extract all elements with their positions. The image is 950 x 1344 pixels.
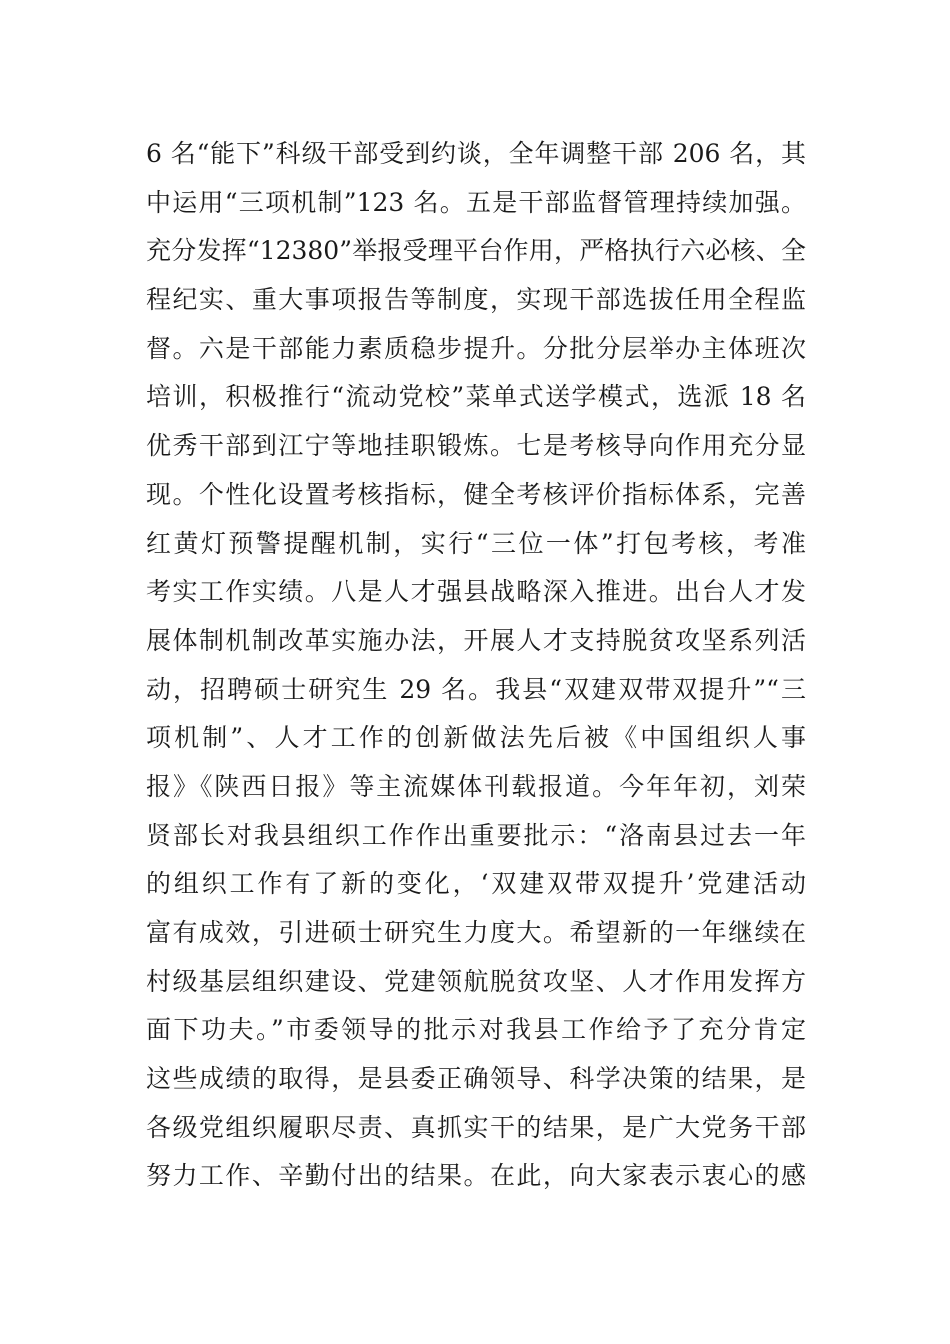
text-line: 6 名“能下”科级干部受到约谈，全年调整干部 206 名，其	[146, 139, 806, 168]
text-line: 展体制机制改革实施办法，开展人才支持脱贫攻坚系列活	[146, 625, 806, 655]
text-line: 努力工作、辛勤付出的结果。在此，向大家表示衷心的感	[146, 1161, 806, 1191]
text-line: 优秀干部到江宁等地挂职锻炼。七是考核导向作用充分显	[146, 431, 806, 461]
text-line: 动，招聘硕士研究生 29 名。我县“双建双带双提升”“三	[146, 674, 806, 704]
text-line: 这些成绩的取得，是县委正确领导、科学决策的结果，是	[146, 1064, 806, 1094]
text-line: 报》《陕西日报》等主流媒体刊载报道。今年年初，刘荣	[146, 771, 806, 801]
text-line: 贤部长对我县组织工作作出重要批示：“洛南县过去一年	[146, 820, 806, 850]
text-line: 现。个性化设置考核指标，健全考核评价指标体系，完善	[146, 479, 806, 509]
text-line: 面下功夫。”市委领导的批示对我县工作给予了充分肯定	[146, 1015, 806, 1045]
text-line: 村级基层组织建设、党建领航脱贫攻坚、人才作用发挥方	[146, 966, 806, 996]
text-line: 督。六是干部能力素质稳步提升。分批分层举办主体班次	[146, 333, 806, 363]
text-line: 项机制”、人才工作的创新做法先后被《中国组织人事	[146, 723, 806, 753]
text-line: 程纪实、重大事项报告等制度，实现干部选拔任用全程监	[146, 285, 806, 315]
text-line: 充分发挥“12380”举报受理平台作用，严格执行六必核、全	[146, 236, 806, 266]
text-line: 富有成效，引进硕士研究生力度大。希望新的一年继续在	[146, 918, 806, 947]
text-line: 红黄灯预警提醒机制，实行“三位一体”打包考核，考准	[146, 528, 806, 558]
text-line: 培训，积极推行“流动党校”菜单式送学模式，选派 18 名	[146, 382, 806, 412]
text-line: 中运用“三项机制”123 名。五是干部监督管理持续加强。	[146, 187, 806, 217]
body-text	[146, 130, 806, 1201]
text-line: 各级党组织履职尽责、真抓实干的结果，是广大党务干部	[146, 1112, 806, 1142]
text-line: 考实工作实绩。八是人才强县战略深入推进。出台人才发	[146, 577, 806, 607]
text-line: 的组织工作有了新的变化，‘双建双带双提升’党建活动	[146, 869, 806, 899]
